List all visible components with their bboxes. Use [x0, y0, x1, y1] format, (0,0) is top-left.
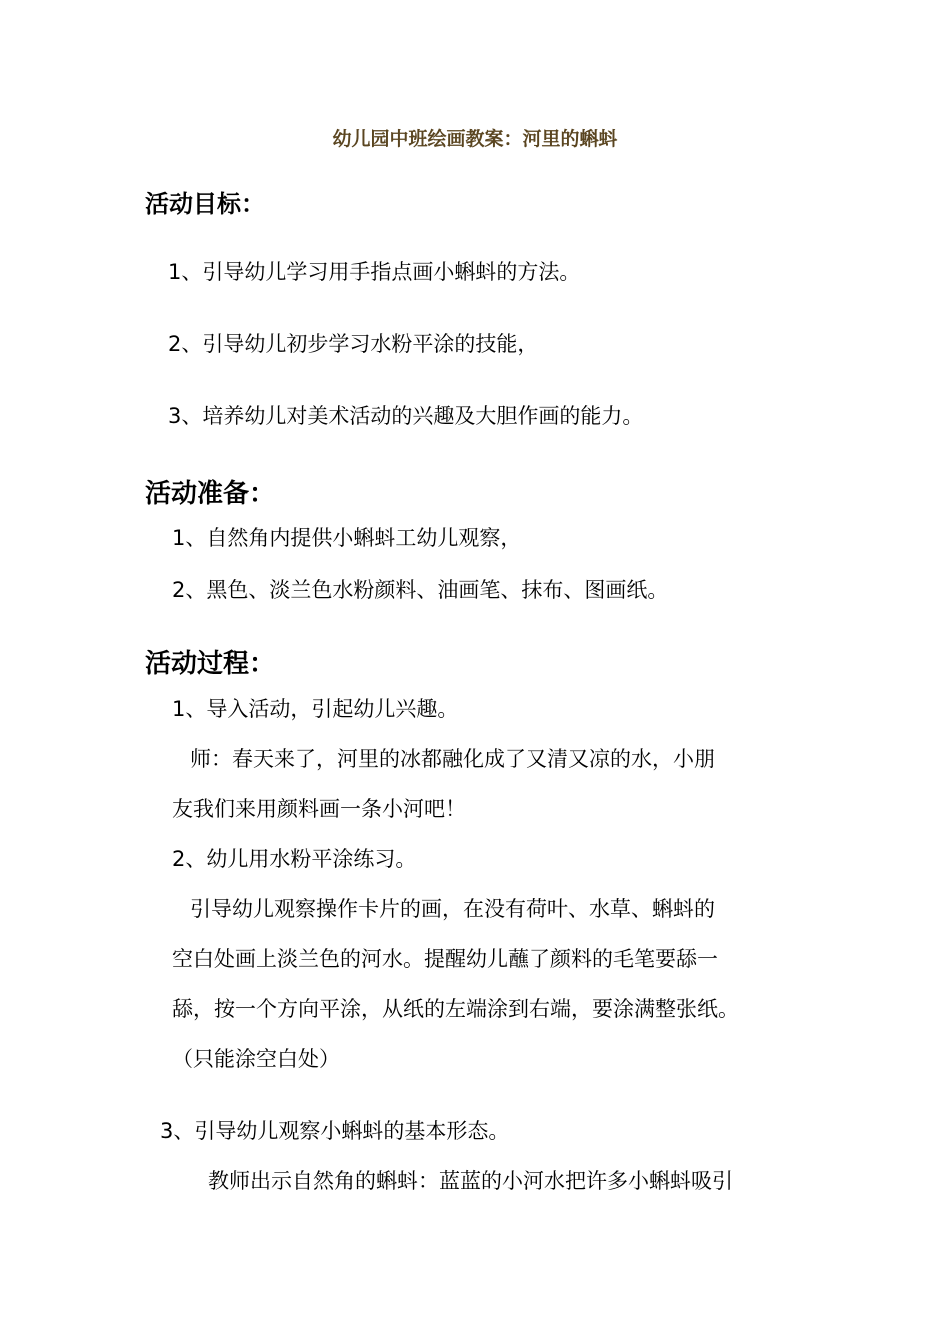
section-heading-goals: 活动目标： — [145, 190, 265, 218]
goal-item-2: 2、引导幼儿初步学习水粉平涂的技能， — [168, 332, 539, 356]
document-title: 幼儿园中班绘画教案：河里的蝌蚪 — [332, 128, 618, 150]
process-paragraph-line: 空白处画上淡兰色的河水。提醒幼儿蘸了颜料的毛笔要舔一 — [172, 947, 718, 971]
goal-item-3: 3、培养幼儿对美术活动的兴趣及大胆作画的能力。 — [168, 404, 644, 428]
process-paragraph-line: 师：春天来了，河里的冰都融化成了又清又凉的水，小朋 — [190, 747, 715, 771]
section-heading-preparation: 活动准备： — [145, 479, 276, 509]
process-paragraph-line: （只能涂空白处） — [172, 1047, 340, 1071]
process-paragraph-line: 友我们来用颜料画一条小河吧！ — [172, 797, 466, 821]
process-step-1: 1、导入活动，引起幼儿兴趣。 — [172, 697, 459, 721]
process-step-2: 2、幼儿用水粉平涂练习。 — [172, 847, 417, 871]
prep-item-1: 1、自然角内提供小蝌蚪工幼儿观察， — [172, 526, 522, 550]
process-paragraph-line: 舔，按一个方向平涂，从纸的左端涂到右端，要涂满整张纸。 — [172, 997, 739, 1021]
process-step-3: 3、引导幼儿观察小蝌蚪的基本形态。 — [160, 1119, 510, 1143]
goal-item-1: 1、引导幼儿学习用手指点画小蝌蚪的方法。 — [168, 260, 581, 284]
section-heading-process: 活动过程： — [145, 649, 276, 679]
prep-item-2: 2、黑色、淡兰色水粉颜料、油画笔、抹布、图画纸。 — [172, 578, 669, 602]
process-paragraph-line: 引导幼儿观察操作卡片的画，在没有荷叶、水草、蝌蚪的 — [190, 897, 715, 921]
process-paragraph-line: 教师出示自然角的蝌蚪：蓝蓝的小河水把许多小蝌蚪吸引 — [208, 1169, 733, 1193]
